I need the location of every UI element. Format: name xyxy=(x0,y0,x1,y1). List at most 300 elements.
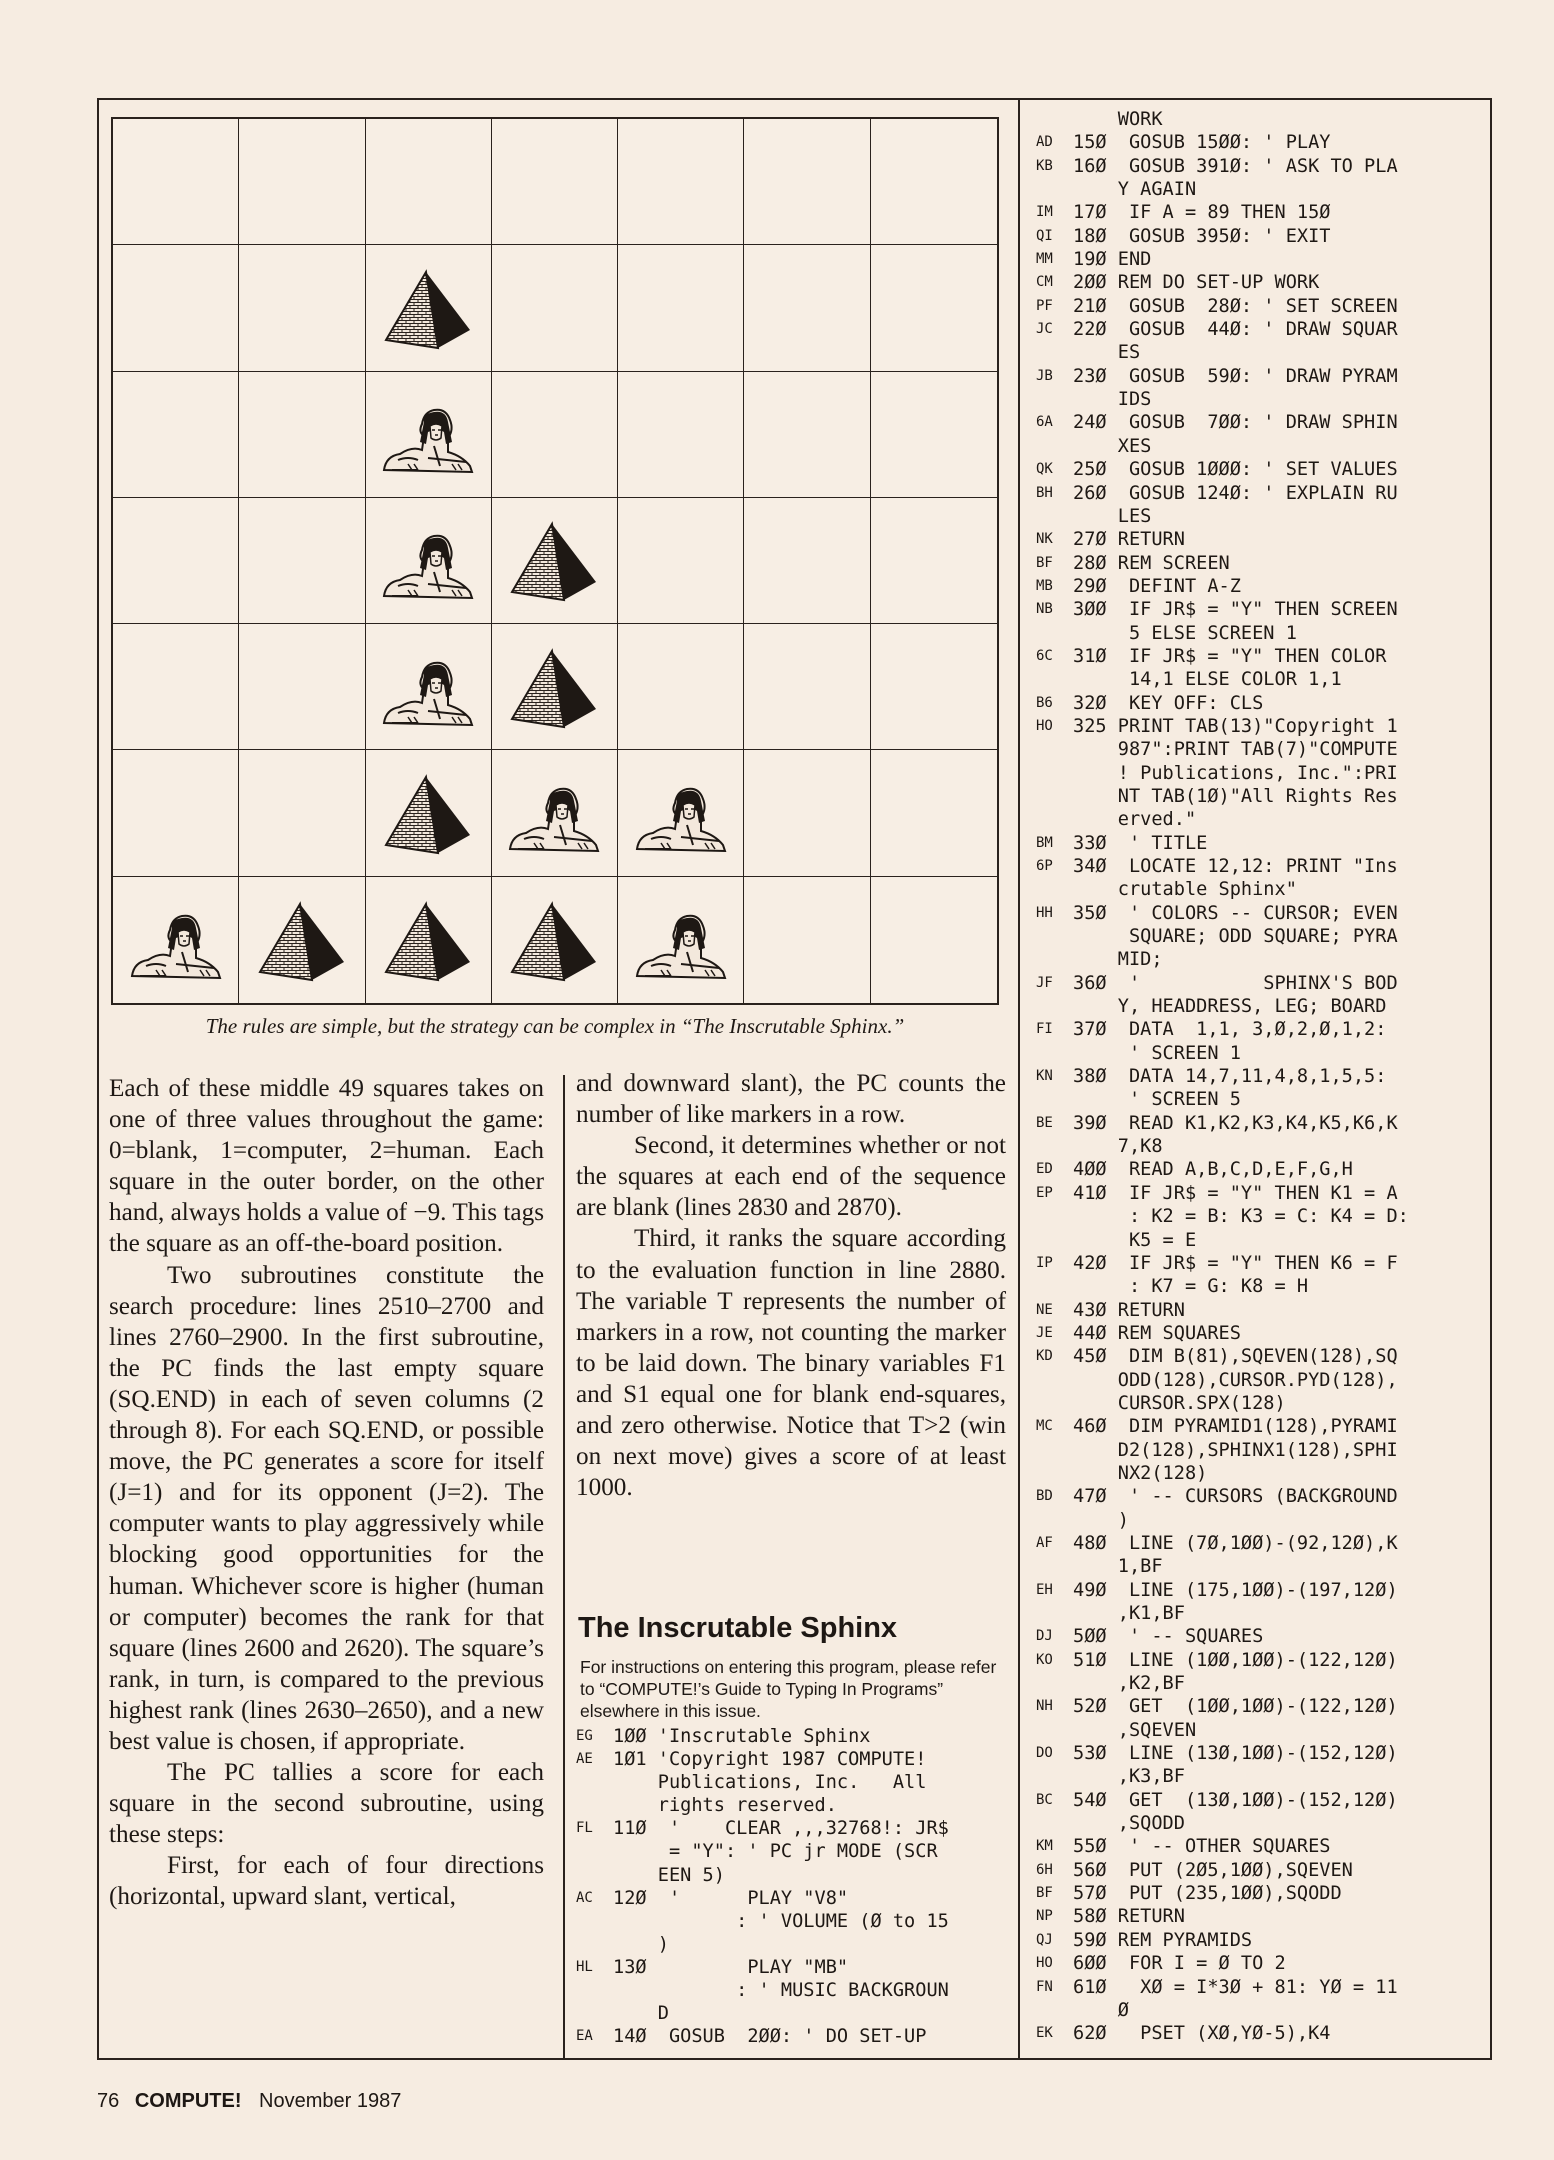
code-line xyxy=(1036,762,1409,785)
checksum xyxy=(1036,1042,1073,1065)
code-line xyxy=(1036,1602,1409,1625)
code-text: 38Ø DATA 14,7,11,4,8,1,5,5: xyxy=(1073,1066,1387,1088)
code-line xyxy=(576,1864,949,1887)
code-line xyxy=(1036,131,1409,154)
code-text: 53Ø LINE (13Ø,1ØØ)-(152,12Ø) xyxy=(1073,1743,1398,1765)
board-square xyxy=(744,119,870,245)
issue-date: November 1987 xyxy=(259,2090,402,2112)
code-text: 58Ø RETURN xyxy=(1073,1906,1185,1928)
sphinx-icon xyxy=(126,898,226,982)
code-text: 33Ø ' TITLE xyxy=(1073,832,1208,854)
code-line xyxy=(1036,925,1409,948)
checksum: MB xyxy=(1036,577,1053,594)
checksum xyxy=(1036,1672,1073,1695)
code-text: D2(128),SPHINX1(128),SPHI xyxy=(1073,1439,1398,1461)
code-line xyxy=(576,1817,949,1840)
checksum xyxy=(1036,738,1073,761)
code-line xyxy=(1036,365,1409,388)
board-square xyxy=(618,624,744,750)
board-square xyxy=(618,750,744,876)
code-text: 62Ø PSET (XØ,YØ-5),K4 xyxy=(1073,2023,1331,2045)
code-line xyxy=(1036,1859,1409,1882)
pyramid-icon xyxy=(504,518,604,602)
code-text: 35Ø ' COLORS -- CURSOR; EVEN xyxy=(1073,902,1398,924)
code-line xyxy=(1036,1018,1409,1041)
checksum: EA xyxy=(576,2028,593,2045)
code-line xyxy=(1036,225,1409,248)
paragraph: Each of these middle 49 squares takes on one of three values throughout the game: 0=blank, 1=computer, 2=human. Each square in the outer border, on the other hand, always holds a value of −9. This tags the square as an off-the-board position. xyxy=(109,1075,544,1258)
code-text: 13Ø PLAY "MB" xyxy=(613,1956,849,1978)
checksum: 6H xyxy=(1036,1861,1053,1878)
code-text: 2ØØ REM DO SET-UP WORK xyxy=(1073,272,1320,294)
checksum: EG xyxy=(576,1728,593,1744)
code-line xyxy=(1036,1485,1409,1508)
code-text: ) xyxy=(613,1933,669,1955)
code-line xyxy=(1036,271,1409,294)
checksum xyxy=(1036,1602,1073,1625)
code-line xyxy=(1036,738,1409,761)
board-square xyxy=(492,119,618,245)
code-text: 325 PRINT TAB(13)"Copyright 1 xyxy=(1073,715,1398,737)
code-line xyxy=(1036,1158,1409,1181)
board-square xyxy=(366,750,492,876)
code-line xyxy=(1036,458,1409,481)
code-line xyxy=(1036,1812,1409,1835)
board-square xyxy=(239,877,365,1003)
code-line xyxy=(1036,295,1409,318)
checksum xyxy=(1036,341,1073,364)
code-line xyxy=(1036,832,1409,855)
program-listing-middle xyxy=(576,1725,949,2048)
code-line xyxy=(1036,878,1409,901)
code-text: ' SCREEN 1 xyxy=(1073,1042,1241,1064)
code-line xyxy=(1036,1695,1409,1718)
board-square xyxy=(871,624,997,750)
code-line xyxy=(1036,668,1409,691)
checksum: BH xyxy=(1036,484,1053,501)
code-text: = "Y": ' PC jr MODE (SCR xyxy=(613,1841,938,1863)
code-text: 39Ø READ K1,K2,K3,K4,K5,K6,K xyxy=(1073,1112,1398,1134)
checksum: DJ xyxy=(1036,1628,1053,1645)
code-line xyxy=(576,1840,949,1863)
code-text: crutable Sphinx" xyxy=(1073,879,1297,901)
column-divider-right xyxy=(1018,98,1020,2060)
code-text: 6ØØ FOR I = Ø TO 2 xyxy=(1073,1953,1286,1975)
pyramid-icon xyxy=(378,266,478,350)
code-line xyxy=(1036,528,1409,551)
code-line xyxy=(1036,178,1409,201)
code-line xyxy=(1036,1182,1409,1205)
board-square xyxy=(239,119,365,245)
code-text: 61Ø XØ = I*3Ø + 81: YØ = 11 xyxy=(1073,1976,1398,1998)
code-text: ODD(128),CURSOR.PYD(128), xyxy=(1073,1369,1398,1391)
checksum: IP xyxy=(1036,1254,1053,1271)
board-square xyxy=(366,372,492,498)
code-line xyxy=(576,1725,949,1748)
code-text: Publications, Inc. All xyxy=(613,1772,927,1794)
checksum: QI xyxy=(1036,227,1053,244)
code-line xyxy=(1036,552,1409,575)
pyramid-icon xyxy=(252,898,352,982)
checksum: JB xyxy=(1036,367,1053,384)
checksum xyxy=(1036,1999,1073,2022)
checksum: ED xyxy=(1036,1161,1053,1178)
code-text: K5 = E xyxy=(1073,1229,1197,1251)
code-line xyxy=(576,2002,949,2025)
code-text: 19Ø END xyxy=(1073,249,1152,271)
code-line xyxy=(1036,575,1409,598)
checksum: KM xyxy=(1036,1838,1053,1855)
code-text: 54Ø GET (13Ø,1ØØ)-(152,12Ø) xyxy=(1073,1789,1398,1811)
board-square xyxy=(871,245,997,371)
board-square xyxy=(744,498,870,624)
code-text: 14,1 ELSE COLOR 1,1 xyxy=(1073,669,1342,691)
article-text-left xyxy=(109,1073,544,1913)
checksum xyxy=(1036,948,1073,971)
code-text: ) xyxy=(1073,1509,1129,1531)
code-line xyxy=(1036,1999,1409,2022)
code-text: 51Ø LINE (1ØØ,1ØØ)-(122,12Ø) xyxy=(1073,1649,1398,1671)
code-text: LES xyxy=(1073,505,1152,527)
paragraph: and downward slant), the PC counts the number of like markers in a row. xyxy=(576,1070,1006,1129)
code-line xyxy=(1036,108,1409,131)
sphinx-icon xyxy=(378,518,478,602)
checksum: AF xyxy=(1036,1534,1053,1551)
board-square xyxy=(113,498,239,624)
checksum xyxy=(1036,878,1073,901)
code-text: 25Ø GOSUB 1ØØØ: ' SET VALUES xyxy=(1073,459,1398,481)
code-line xyxy=(576,1887,949,1910)
code-text: 27Ø RETURN xyxy=(1073,529,1185,551)
checksum: BM xyxy=(1036,834,1053,851)
code-line xyxy=(1036,1672,1409,1695)
code-text: ES xyxy=(1073,342,1141,364)
code-line xyxy=(1036,1462,1409,1485)
checksum xyxy=(1036,995,1073,1018)
checksum xyxy=(1036,435,1073,458)
code-text: 5ØØ ' -- SQUARES xyxy=(1073,1626,1264,1648)
checksum xyxy=(1036,1275,1073,1298)
board-square xyxy=(366,498,492,624)
code-line xyxy=(1036,1649,1409,1672)
sphinx-icon xyxy=(504,771,604,855)
code-line xyxy=(1036,1369,1409,1392)
board-square xyxy=(366,624,492,750)
code-line xyxy=(1036,645,1409,668)
code-text: Y AGAIN xyxy=(1073,179,1197,201)
checksum: EK xyxy=(1036,2025,1053,2042)
page-number: 76 xyxy=(97,2090,120,2112)
game-board-figure xyxy=(111,117,999,1005)
code-text: EEN 5) xyxy=(613,1864,725,1886)
board-square xyxy=(871,119,997,245)
checksum xyxy=(1036,1812,1073,1835)
code-text: 15Ø GOSUB 15ØØ: ' PLAY xyxy=(1073,132,1331,154)
checksum xyxy=(576,1864,613,1887)
checksum: IM xyxy=(1036,204,1053,221)
code-text: ,SQEVEN xyxy=(1073,1719,1197,1741)
code-line xyxy=(1036,1789,1409,1812)
code-text: 7,K8 xyxy=(1073,1136,1163,1158)
code-text: 57Ø PUT (235,1ØØ),SQODD xyxy=(1073,1883,1342,1905)
code-line xyxy=(1036,1509,1409,1532)
code-line xyxy=(1036,1322,1409,1345)
board-square xyxy=(871,877,997,1003)
code-line xyxy=(576,1794,949,1817)
code-text: 1Ø1 'Copyright 1987 COMPUTE! xyxy=(613,1749,927,1771)
code-text: XES xyxy=(1073,435,1152,457)
code-line xyxy=(1036,155,1409,178)
board-square xyxy=(618,877,744,1003)
code-text: 1,BF xyxy=(1073,1556,1163,1578)
board-square xyxy=(492,877,618,1003)
program-title: The Inscrutable Sphinx xyxy=(578,1612,898,1644)
code-text: : ' MUSIC BACKGROUN xyxy=(613,1980,949,2002)
checksum xyxy=(576,1771,613,1794)
code-text: ,K3,BF xyxy=(1073,1766,1185,1788)
code-line xyxy=(1036,1205,1409,1228)
checksum: 6A xyxy=(1036,414,1053,431)
board-square xyxy=(744,877,870,1003)
checksum: AC xyxy=(576,1889,593,1906)
code-text: ' SCREEN 5 xyxy=(1073,1089,1241,1111)
checksum: MC xyxy=(1036,1418,1053,1435)
code-line xyxy=(1036,1275,1409,1298)
checksum: MM xyxy=(1036,251,1053,268)
code-line xyxy=(576,1748,949,1771)
board-square xyxy=(618,372,744,498)
checksum xyxy=(1036,1135,1073,1158)
checksum xyxy=(1036,1392,1073,1415)
checksum: FN xyxy=(1036,1978,1053,1995)
checksum: EP xyxy=(1036,1184,1053,1201)
board-square xyxy=(239,245,365,371)
board-square xyxy=(366,877,492,1003)
code-text: 24Ø GOSUB 7ØØ: ' DRAW SPHIN xyxy=(1073,412,1398,434)
code-line xyxy=(1036,855,1409,878)
board-square xyxy=(366,119,492,245)
code-text: 18Ø GOSUB 395Ø: ' EXIT xyxy=(1073,225,1331,247)
checksum: PF xyxy=(1036,297,1053,314)
code-text: : K7 = G: K8 = H xyxy=(1073,1276,1309,1298)
pyramid-icon xyxy=(504,645,604,729)
board-square xyxy=(871,750,997,876)
code-text: 36Ø ' SPHINX'S BOD xyxy=(1073,972,1398,994)
code-text: erved." xyxy=(1073,809,1197,831)
board-square xyxy=(113,245,239,371)
code-line xyxy=(1036,1765,1409,1788)
checksum: AE xyxy=(576,1751,593,1768)
code-text: 37Ø DATA 1,1, 3,Ø,2,Ø,1,2: xyxy=(1073,1019,1387,1041)
code-text: 29Ø DEFINT A-Z xyxy=(1073,575,1241,597)
code-line xyxy=(1036,1415,1409,1438)
checksum xyxy=(1036,1088,1073,1111)
board-square xyxy=(492,498,618,624)
checksum: NH xyxy=(1036,1698,1053,1715)
checksum: HL xyxy=(576,1958,593,1975)
checksum xyxy=(1036,622,1073,645)
board-square xyxy=(744,750,870,876)
checksum: JE xyxy=(1036,1324,1053,1341)
checksum xyxy=(576,1794,613,1817)
checksum: BD xyxy=(1036,1488,1053,1505)
code-line xyxy=(1036,995,1409,1018)
code-line xyxy=(1036,692,1409,715)
code-line xyxy=(1036,808,1409,831)
checksum xyxy=(1036,1439,1073,1462)
code-line xyxy=(1036,1112,1409,1135)
code-text: 23Ø GOSUB 59Ø: ' DRAW PYRAM xyxy=(1073,365,1398,387)
code-text: SQUARE; ODD SQUARE; PYRA xyxy=(1073,926,1398,948)
code-line xyxy=(576,1771,949,1794)
board-square xyxy=(492,372,618,498)
code-line xyxy=(1036,1952,1409,1975)
board-square xyxy=(744,624,870,750)
code-line xyxy=(1036,1882,1409,1905)
code-line xyxy=(1036,318,1409,341)
code-line xyxy=(1036,902,1409,925)
board-square xyxy=(492,245,618,371)
page-footer xyxy=(97,2090,401,2113)
code-line xyxy=(1036,201,1409,224)
code-text: 59Ø REM PYRAMIDS xyxy=(1073,1929,1253,1951)
code-line xyxy=(1036,435,1409,458)
code-line xyxy=(1036,505,1409,528)
code-text: 47Ø ' -- CURSORS (BACKGROUND xyxy=(1073,1486,1398,1508)
code-text: Y, HEADDRESS, LEG; BOARD xyxy=(1073,996,1387,1018)
code-line xyxy=(1036,1229,1409,1252)
code-line xyxy=(1036,972,1409,995)
code-line xyxy=(1036,1579,1409,1602)
code-line xyxy=(1036,411,1409,434)
checksum: BF xyxy=(1036,554,1053,571)
board-square xyxy=(239,372,365,498)
code-line xyxy=(1036,622,1409,645)
code-line xyxy=(1036,715,1409,738)
checksum: HO xyxy=(1036,1955,1053,1972)
checksum xyxy=(1036,1229,1073,1252)
board-square xyxy=(239,498,365,624)
code-text: 32Ø KEY OFF: CLS xyxy=(1073,692,1264,714)
code-text: ! Publications, Inc.":PRI xyxy=(1073,762,1398,784)
code-line xyxy=(1036,482,1409,505)
checksum xyxy=(1036,1462,1073,1485)
checksum: FI xyxy=(1036,1021,1053,1038)
checksum: 6C xyxy=(1036,647,1053,664)
code-text: ,SQODD xyxy=(1073,1813,1185,1835)
paragraph: The PC tallies a score for each square in the second subroutine, using these steps: xyxy=(109,1759,544,1849)
sphinx-icon xyxy=(378,645,478,729)
checksum: HH xyxy=(1036,904,1053,921)
code-line xyxy=(1036,248,1409,271)
board-square xyxy=(492,624,618,750)
checksum: QJ xyxy=(1036,1931,1053,1948)
code-text: 1ØØ 'Inscrutable Sphinx xyxy=(613,1726,871,1747)
checksum: DO xyxy=(1036,1745,1053,1762)
code-text: NX2(128) xyxy=(1073,1462,1208,1484)
code-text: 52Ø GET (1ØØ,1ØØ)-(122,12Ø) xyxy=(1073,1696,1398,1718)
checksum: BE xyxy=(1036,1114,1053,1131)
checksum xyxy=(1036,668,1073,691)
code-text: 987":PRINT TAB(7)"COMPUTE xyxy=(1073,739,1398,761)
code-text: : ' VOLUME (Ø to 15 xyxy=(613,1910,949,1932)
checksum: KD xyxy=(1036,1348,1053,1365)
code-line xyxy=(576,1979,949,2002)
board-square xyxy=(239,750,365,876)
board-square xyxy=(239,624,365,750)
code-line xyxy=(1036,785,1409,808)
board-square xyxy=(366,245,492,371)
paragraph: First, for each of four directions (horizontal, upward slant, vertical, xyxy=(109,1852,544,1911)
board-square xyxy=(618,498,744,624)
code-line xyxy=(1036,1135,1409,1158)
checksum: CM xyxy=(1036,274,1053,291)
code-text: MID; xyxy=(1073,949,1163,971)
code-line xyxy=(1036,1976,1409,1999)
code-line xyxy=(1036,1905,1409,1928)
checksum xyxy=(1036,808,1073,831)
board-square xyxy=(113,372,239,498)
checksum xyxy=(1036,1205,1073,1228)
code-text: 21Ø GOSUB 28Ø: ' SET SCREEN xyxy=(1073,295,1398,317)
code-line xyxy=(1036,1835,1409,1858)
checksum: 6P xyxy=(1036,858,1053,874)
checksum xyxy=(576,1910,613,1933)
checksum: NE xyxy=(1036,1301,1053,1318)
code-line xyxy=(1036,1625,1409,1648)
code-line xyxy=(1036,1439,1409,1462)
checksum: KO xyxy=(1036,1651,1053,1668)
code-text: 4ØØ READ A,B,C,D,E,F,G,H xyxy=(1073,1159,1353,1181)
board-square xyxy=(113,119,239,245)
code-line xyxy=(1036,598,1409,621)
paragraph: Second, it determines whether or not the squares at each end of the sequence are blank (lines 2830 and 2870). xyxy=(576,1132,1006,1222)
code-line xyxy=(1036,1088,1409,1111)
checksum: EH xyxy=(1036,1581,1053,1598)
code-line xyxy=(1036,1042,1409,1065)
pyramid-icon xyxy=(504,898,604,982)
code-text: D xyxy=(613,2003,669,2025)
checksum xyxy=(576,1979,613,2002)
code-line xyxy=(1036,1719,1409,1742)
code-text: 14Ø GOSUB 2ØØ: ' DO SET-UP xyxy=(613,2026,927,2048)
checksum xyxy=(1036,785,1073,808)
checksum: NB xyxy=(1036,601,1053,618)
board-square xyxy=(618,119,744,245)
checksum xyxy=(1036,762,1073,785)
code-text: IDS xyxy=(1073,389,1152,411)
checksum xyxy=(1036,1555,1073,1578)
code-line xyxy=(576,2025,949,2048)
code-text: NT TAB(1Ø)"All Rights Res xyxy=(1073,785,1398,807)
checksum: HO xyxy=(1036,717,1053,734)
board-square xyxy=(113,624,239,750)
paragraph: Two subroutines constitute the search procedure: lines 2510–2700 and lines 2760–2900. In the first subroutine, the PC finds the last empty square (SQ.END) in each of seven columns (2 through 8). For each SQ.END, or possible move, the PC generates a score for itself (J=1) and for its opponent (J=2). The computer wants to play aggressively while blocking good opportunities for the human. Whichever score is higher (human or computer) becomes the rank for that square (lines 2600 and 2620). The square’s rank, in turn, is compared to the previous highest rank (lines 2630–2650), and a new best value is chosen, if appropriate. xyxy=(109,1261,544,1755)
code-text: 28Ø REM SCREEN xyxy=(1073,552,1230,574)
board-square xyxy=(871,498,997,624)
code-text: ,K2,BF xyxy=(1073,1673,1185,1695)
magazine-name: COMPUTE! xyxy=(134,2090,242,2112)
pyramid-icon xyxy=(378,771,478,855)
code-line xyxy=(1036,1929,1409,1952)
checksum xyxy=(576,1933,613,1956)
pyramid-icon xyxy=(378,898,478,982)
code-text: 26Ø GOSUB 124Ø: ' EXPLAIN RU xyxy=(1073,482,1398,504)
code-line xyxy=(1036,2022,1409,2045)
code-line xyxy=(1036,1345,1409,1368)
checksum: FL xyxy=(576,1820,593,1837)
code-text: WORK xyxy=(1073,109,1163,130)
